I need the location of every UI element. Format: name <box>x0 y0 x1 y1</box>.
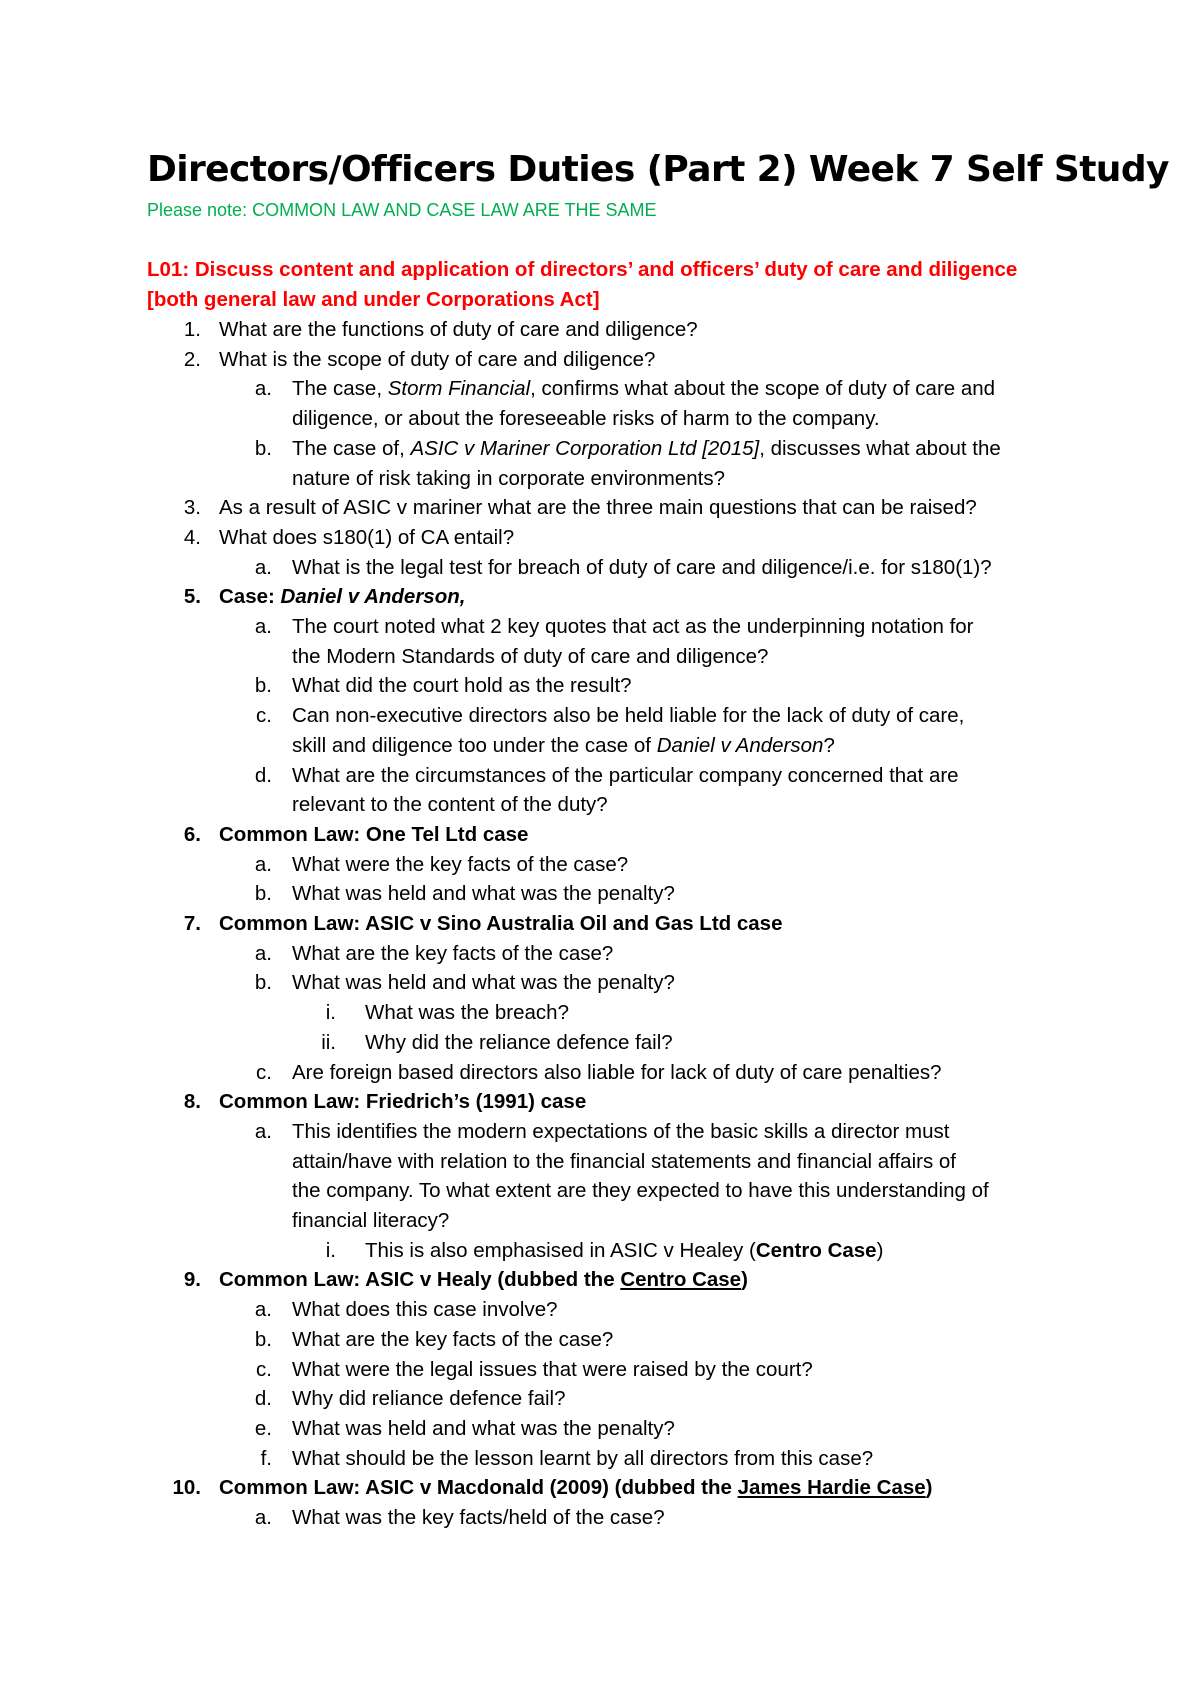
text-segment: What does this case involve? <box>292 1298 558 1322</box>
list-item-text <box>219 582 465 612</box>
text-segment: What was the breach? <box>365 1001 569 1025</box>
text-segment: ) <box>741 1268 748 1292</box>
text-segment: What was held and what was the penalty? <box>292 1416 675 1440</box>
list-marker: f. <box>260 1446 272 1470</box>
list-item-text <box>292 939 613 969</box>
list-marker: e. <box>254 1416 272 1440</box>
text-segment: What were the legal issues that were raised by the court? <box>292 1357 813 1381</box>
list-item-text <box>219 523 514 553</box>
list-marker: a. <box>254 852 272 876</box>
text-segment: What were the key facts of the case? <box>292 852 629 876</box>
list-marker: 9. <box>183 1268 201 1292</box>
text-segment: ? <box>823 733 835 757</box>
text-segment: relevant to the content of the duty? <box>292 793 608 817</box>
list-item-text <box>292 761 959 791</box>
text-segment: Why did the reliance defence fail? <box>365 1030 673 1054</box>
list-item-text <box>292 642 768 672</box>
text-segment: What did the court hold as the result? <box>292 674 632 698</box>
text-segment: diligence, or about the foreseeable risks of harm to the company. <box>292 407 880 431</box>
list-marker: 10. <box>172 1476 201 1500</box>
list-marker: b. <box>254 1327 272 1351</box>
list-item-text <box>219 1473 933 1503</box>
list-item-text <box>219 1265 748 1295</box>
text-segment: Are foreign based directors also liable for lack of duty of care penalties? <box>292 1060 942 1084</box>
list-item-text <box>292 968 675 998</box>
list-marker: i. <box>325 1238 336 1262</box>
list-marker: i. <box>325 1001 336 1025</box>
list-marker: 3. <box>183 496 201 520</box>
text-segment: What should be the lesson learnt by all directors from this case? <box>292 1446 874 1470</box>
case-name-italic: Daniel v Anderson, <box>280 585 466 609</box>
text-segment: Common Law: ASIC v Macdonald (2009) (dubbed the <box>219 1476 738 1500</box>
list-marker: a. <box>254 377 272 401</box>
list-item-text <box>292 1058 942 1088</box>
list-marker: 6. <box>183 822 201 846</box>
list-item-text <box>292 1384 566 1414</box>
case-name-italic: Storm Financial <box>387 377 531 401</box>
list-marker: a. <box>254 615 272 638</box>
text-segment: attain/have with relation to the financial statements and financial affairs of <box>292 1149 956 1173</box>
list-marker: a. <box>254 941 272 965</box>
case-name-underlined: Centro Case <box>620 1268 742 1292</box>
text-segment: What is the legal test for breach of duty of care and diligence/i.e. for s180(1)? <box>292 555 992 579</box>
list-item-text <box>292 434 1001 464</box>
page-title: Directors/Officers Duties (Part 2) Week 7 Self Study <box>147 149 1169 190</box>
text-segment: Common Law: ASIC v Healy (dubbed the <box>219 1268 621 1292</box>
text-segment: the Modern Standards of duty of care and diligence? <box>292 644 769 668</box>
list-item-text <box>292 1176 989 1206</box>
list-marker: 4. <box>183 525 201 549</box>
text-segment: Can non-executive directors also be held liable for the lack of duty of care, <box>292 704 965 728</box>
list-item-text <box>292 671 632 701</box>
list-marker: a. <box>254 1119 272 1143</box>
list-item-text <box>219 315 698 345</box>
list-marker: c. <box>256 1060 272 1084</box>
text-segment: the company. To what extent are they expected to have this understanding of <box>292 1179 989 1203</box>
learning-outcome-heading-continued: [both general law and under Corporations Act] <box>147 288 600 311</box>
list-marker: 1. <box>183 318 201 341</box>
text-segment: What are the key facts of the case? <box>292 941 614 965</box>
text-segment: Centro Case <box>755 1238 877 1262</box>
list-marker: d. <box>254 1387 272 1411</box>
list-marker: c. <box>256 704 272 728</box>
text-segment: The court noted what 2 key quotes that act as the underpinning notation for <box>292 615 974 638</box>
text-segment: ) <box>925 1476 933 1500</box>
text-segment: What are the key facts of the case? <box>292 1327 614 1351</box>
list-item-text <box>292 404 880 434</box>
text-segment: As a result of ASIC v mariner what are the three main questions that can be raised? <box>219 496 977 520</box>
text-segment: skill and diligence too under the case of <box>292 733 657 757</box>
list-marker: d. <box>254 763 272 787</box>
list-item-text <box>292 374 995 404</box>
list-marker: 8. <box>183 1090 201 1114</box>
list-item-text <box>292 879 675 909</box>
list-item-text <box>219 345 655 375</box>
list-item-text <box>292 612 974 642</box>
text-segment: , discusses what about the <box>759 436 1001 460</box>
text-segment: nature of risk taking in corporate environments? <box>292 466 726 490</box>
text-segment: What was held and what was the penalty? <box>292 882 675 906</box>
list-marker: 2. <box>183 347 201 371</box>
text-segment: ) <box>876 1238 884 1262</box>
text-segment: Common Law: One Tel Ltd case <box>219 822 529 846</box>
list-item-text <box>365 998 569 1028</box>
list-item-text <box>292 731 835 761</box>
list-marker: ii. <box>321 1030 336 1054</box>
list-marker: b. <box>254 436 272 460</box>
list-item-text <box>292 1355 813 1385</box>
list-item-text <box>292 1444 873 1474</box>
list-item-text <box>292 701 964 731</box>
list-marker: b. <box>254 674 272 698</box>
list-marker: b. <box>254 971 272 995</box>
text-segment: What was the key facts/held of the case? <box>292 1506 665 1529</box>
learning-outcome-heading: L01: Discuss content and application of directors’ and officers’ duty of care and diligence <box>147 258 1018 281</box>
list-marker: a. <box>254 1506 272 1529</box>
list-marker: 7. <box>183 912 201 935</box>
list-item-text <box>365 1236 883 1266</box>
text-segment: Why did reliance defence fail? <box>292 1387 566 1411</box>
list-marker: c. <box>256 1357 272 1381</box>
text-segment: Case: <box>219 585 281 609</box>
text-segment: What was held and what was the penalty? <box>292 971 675 995</box>
list-item-text <box>219 493 977 523</box>
list-item-text <box>292 790 608 820</box>
text-segment: What are the functions of duty of care and diligence? <box>219 318 698 341</box>
list-marker: b. <box>254 882 272 906</box>
list-marker: a. <box>254 1298 272 1322</box>
text-segment: What is the scope of duty of care and diligence? <box>219 347 656 371</box>
list-item-text <box>292 850 628 880</box>
text-segment: Common Law: ASIC v Sino Australia Oil and Gas Ltd case <box>219 912 783 935</box>
list-item-text <box>292 553 992 583</box>
list-item-text <box>292 1414 675 1444</box>
list-item-text <box>365 1028 673 1058</box>
list-item-text <box>292 464 725 494</box>
text-segment: The case, <box>292 377 388 401</box>
text-segment: The case of, <box>292 436 411 460</box>
text-segment: What are the circumstances of the particular company concerned that are <box>292 763 959 787</box>
text-segment: financial literacy? <box>292 1209 450 1232</box>
text-segment: This is also emphasised in ASIC v Healey ( <box>365 1238 756 1262</box>
list-marker: 5. <box>183 585 201 609</box>
note-text: Please note: COMMON LAW AND CASE LAW ARE THE SAME <box>147 200 657 220</box>
list-item-text <box>292 1295 558 1325</box>
list-item-text <box>219 820 528 850</box>
list-item-text <box>219 909 782 939</box>
list-item-text <box>219 1087 586 1117</box>
text-segment: , confirms what about the scope of duty of care and <box>530 377 996 401</box>
text-segment: This identifies the modern expectations of the basic skills a director must <box>292 1119 950 1143</box>
case-name-italic: Daniel v Anderson <box>656 733 824 757</box>
text-segment: What does s180(1) of CA entail? <box>219 525 515 549</box>
text-segment: Common Law: Friedrich’s (1991) case <box>219 1090 587 1114</box>
case-name-italic: ASIC v Mariner Corporation Ltd [2015] <box>410 436 760 460</box>
list-item-text <box>292 1503 665 1533</box>
list-item-text <box>292 1325 613 1355</box>
list-item-text <box>292 1206 449 1236</box>
list-item-text <box>292 1117 949 1147</box>
list-item-text <box>292 1147 956 1177</box>
list-marker: a. <box>254 555 272 579</box>
case-name-underlined: James Hardie Case <box>737 1476 926 1500</box>
